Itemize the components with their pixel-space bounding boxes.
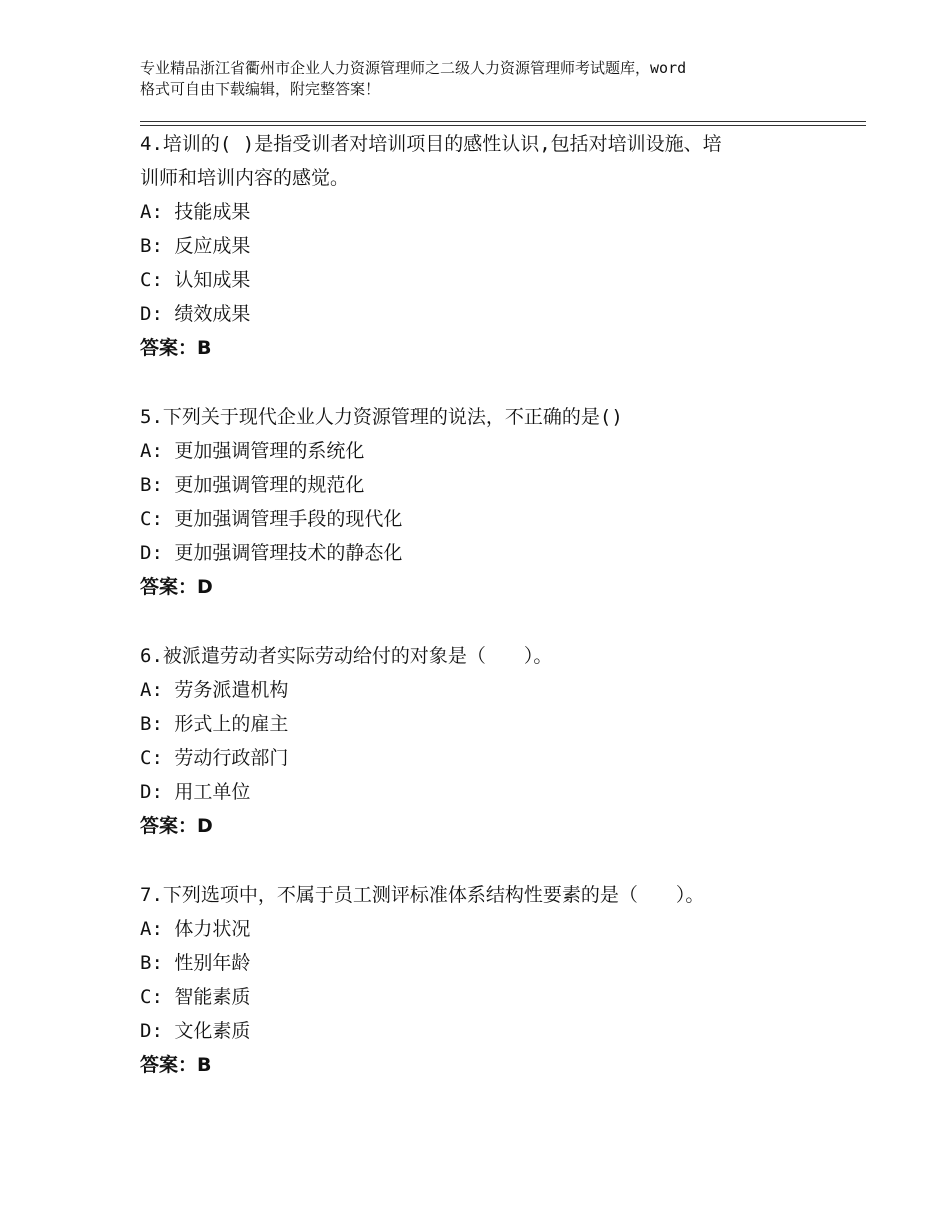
option-b: B: 形式上的雇主 — [140, 713, 289, 735]
option-d: D: 用工单位 — [140, 781, 251, 803]
question-stem-line: 7.下列选项中，不属于员工测评标准体系结构性要素的是（ ）。 — [140, 884, 705, 906]
answer-label: 答案：D — [140, 815, 213, 837]
answer-label: 答案：D — [140, 576, 213, 598]
header-rule-bottom — [140, 125, 866, 126]
option-a: A: 劳务派遣机构 — [140, 679, 289, 701]
option-b: B: 反应成果 — [140, 235, 251, 257]
option-b: B: 更加强调管理的规范化 — [140, 474, 365, 496]
answer-label: 答案：B — [140, 337, 212, 359]
option-d: D: 绩效成果 — [140, 303, 251, 325]
question-7 — [140, 878, 840, 1082]
option-d: D: 文化素质 — [140, 1020, 251, 1042]
header-rule-top — [140, 121, 866, 122]
option-a: A: 更加强调管理的系统化 — [140, 440, 365, 462]
option-c: C: 智能素质 — [140, 986, 251, 1008]
option-d: D: 更加强调管理技术的静态化 — [140, 542, 403, 564]
question-stem-line: 6.被派遣劳动者实际劳动给付的对象是（ ）。 — [140, 645, 553, 667]
option-c: C: 认知成果 — [140, 269, 251, 291]
option-a: A: 体力状况 — [140, 918, 251, 940]
answer-label: 答案：B — [140, 1054, 212, 1076]
option-b: B: 性别年龄 — [140, 952, 251, 974]
header-title-line-2: 格式可自由下载编辑，附完整答案！ — [140, 80, 381, 98]
question-5 — [140, 400, 840, 604]
document-header — [140, 58, 830, 100]
question-stem-line: 4.培训的( )是指受训者对培训项目的感性认识,包括对培训设施、培 — [140, 133, 722, 155]
option-c: C: 更加强调管理手段的现代化 — [140, 508, 403, 530]
question-stem-line: 5.下列关于现代企业人力资源管理的说法，不正确的是() — [140, 406, 623, 428]
question-stem-line: 训师和培训内容的感觉。 — [140, 167, 350, 189]
question-4 — [140, 127, 840, 365]
option-c: C: 劳动行政部门 — [140, 747, 289, 769]
option-a: A: 技能成果 — [140, 201, 251, 223]
question-6 — [140, 639, 840, 843]
header-title-line-1: 专业精品浙江省衢州市企业人力资源管理师之二级人力资源管理师考试题库，word — [140, 59, 687, 77]
